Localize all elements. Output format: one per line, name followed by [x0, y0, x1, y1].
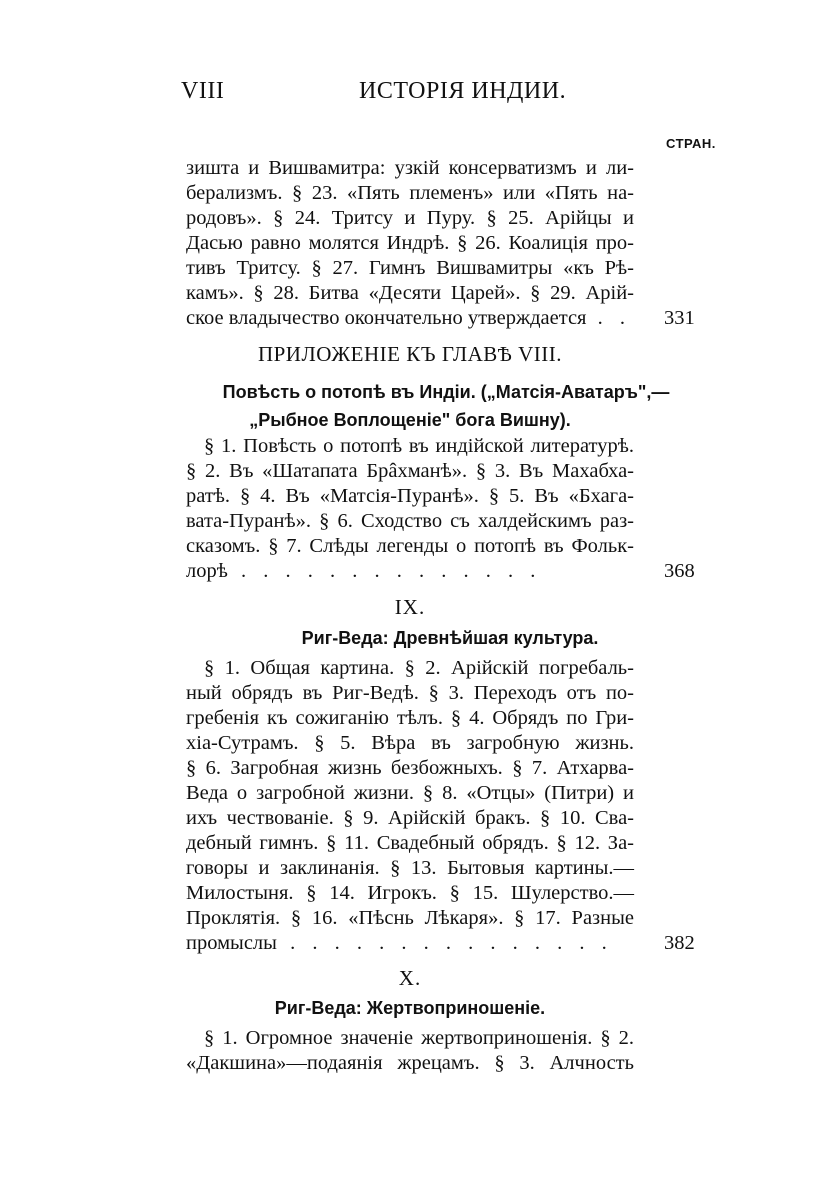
page-column-label: СТРАН.	[666, 136, 716, 151]
page-ref: 331	[664, 307, 695, 329]
page-ref: 382	[664, 932, 695, 954]
dot-leader: . . . . . . . . . . . . . .	[241, 560, 542, 582]
toc-line: Дасью равно молятся Индрѣ. § 26. Коалиція про-	[186, 232, 634, 254]
appendix-subtitle-1: Повѣсть о потопѣ въ Индіи. („Матсія-Аватаръ",—	[222, 382, 670, 402]
toc-line-last	[186, 931, 634, 956]
chapter-numeral: IX.	[394, 595, 426, 619]
toc-line: § 1. Огромное значеніе жертвоприношенія. § 2.	[204, 1027, 634, 1049]
page-ref: 368	[664, 560, 695, 582]
toc-line: родовъ». § 24. Тритсу и Пуру. § 25. Арійцы и	[186, 207, 634, 229]
dot-leader: . . . . . . . . . . . . . . .	[290, 932, 613, 954]
toc-line: Милостыня. § 14. Игрокъ. § 15. Шулерство.—	[186, 882, 634, 904]
toc-line: Проклятія. § 16. «Пѣснь Лѣкаря». § 17. Разные	[186, 907, 634, 929]
toc-line: сказомъ. § 7. Слѣды легенды о потопѣ въ Фольк-	[186, 535, 634, 557]
chapter-title: Риг-Веда: Древнѣйшая культура.	[301, 628, 599, 648]
toc-line-last	[186, 559, 634, 584]
toc-line: камъ». § 28. Битва «Десяти Царей». § 29. Арій-	[186, 282, 634, 304]
toc-entry-chapter-viii	[186, 156, 634, 331]
toc-line: ратѣ. § 4. Въ «Матсія-Пуранѣ». § 5. Въ «Бхага-	[186, 485, 634, 507]
toc-line: зишта и Вишвамитра: узкій консерватизмъ и ли-	[186, 157, 634, 179]
toc-line: § 1. Общая картина. § 2. Арійскій погребаль-	[204, 657, 634, 679]
book-page	[181, 70, 722, 1170]
toc-entry-chapter-x	[186, 1026, 634, 1076]
toc-entry-chapter-ix	[186, 656, 634, 956]
chapter-title: Риг-Веда: Жертвоприношеніе.	[274, 998, 546, 1018]
toc-line: берализмъ. § 23. «Пять племенъ» или «Пять на-	[186, 182, 634, 204]
toc-line-last	[186, 306, 634, 331]
toc-line: говоры и заклинанія. § 13. Бытовыя картины.—	[186, 857, 634, 879]
toc-line: дебный гимнъ. § 11. Свадебный обрядъ. § 12. За-	[186, 832, 634, 854]
toc-line: «Дакшина»—подаянія жрецамъ. § 3. Алчность	[186, 1052, 634, 1074]
appendix-heading: ПРИЛОЖЕНІЕ КЪ ГЛАВѢ VIII.	[257, 342, 563, 366]
toc-line: § 1. Повѣсть о потопѣ въ индійской литературѣ.	[204, 435, 634, 457]
dot-leader: . .	[597, 307, 631, 329]
toc-line: § 6. Загробная жизнь безбожныхъ. § 7. Атхарва-	[186, 757, 634, 779]
toc-line-text: ское владычество окончательно утверждается	[186, 307, 587, 329]
toc-line-text: лорѣ	[186, 560, 228, 582]
toc-line: ный обрядъ въ Риг-Ведѣ. § 3. Переходъ отъ по-	[186, 682, 634, 704]
toc-line: Веда о загробной жизни. § 8. «Отцы» (Питри) и	[186, 782, 634, 804]
toc-line: ихъ чествованіе. § 9. Арійскій бракъ. § 10. Сва-	[186, 807, 634, 829]
toc-line-text: промыслы	[186, 932, 277, 954]
chapter-numeral: X.	[398, 966, 422, 990]
toc-line: вата-Пуранѣ». § 6. Сходство съ халдейскимъ раз-	[186, 510, 634, 532]
toc-line: гребенія къ сожиганію тѣлъ. § 4. Обрядъ по Гри-	[186, 707, 634, 729]
toc-line: тивъ Тритсу. § 27. Гимнъ Вишвамитры «къ Рѣ-	[186, 257, 634, 279]
toc-line: хіа-Сутрамъ. § 5. Вѣра въ загробную жизнь.	[186, 732, 634, 754]
toc-line: § 2. Въ «Шатапата Брâхманѣ». § 3. Въ Махабха-	[186, 460, 634, 482]
toc-entry-appendix	[186, 434, 634, 584]
appendix-subtitle-2: „Рыбное Воплощеніе" бога Вишну).	[249, 410, 571, 430]
page-number: VIII	[181, 78, 225, 104]
book-title: ИСТОРІЯ ИНДИИ.	[359, 78, 567, 104]
